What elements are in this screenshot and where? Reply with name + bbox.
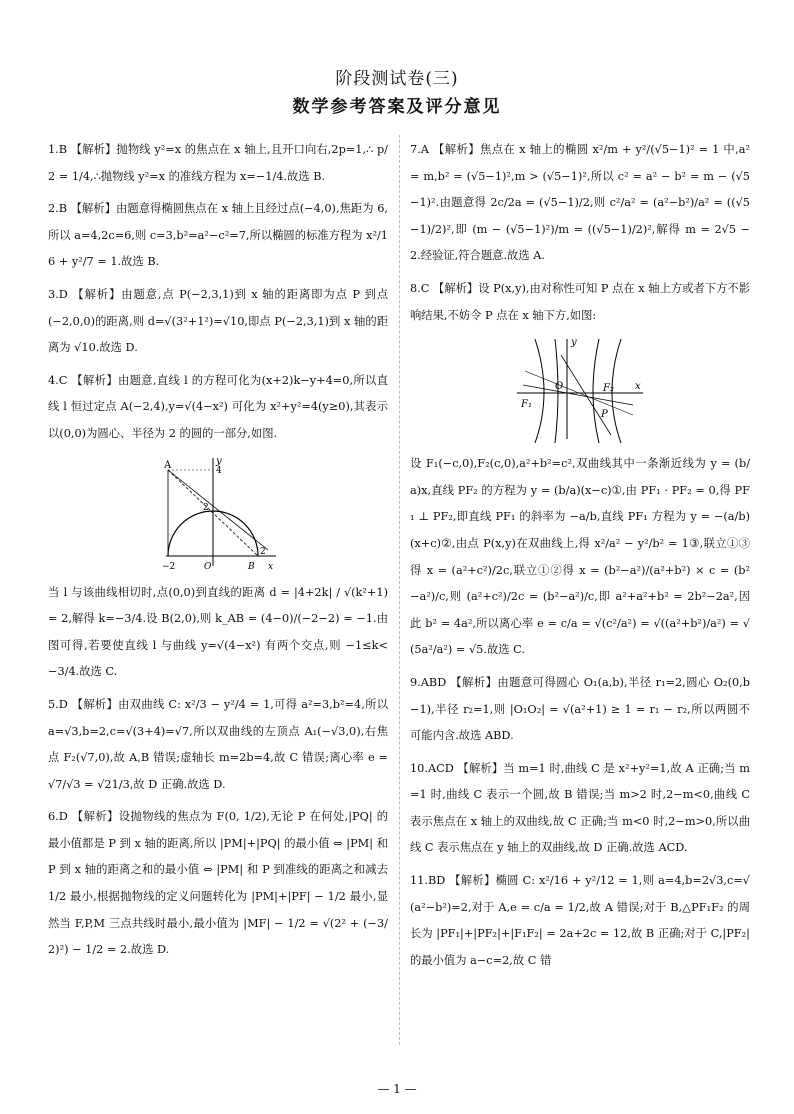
label-x: x: [635, 381, 641, 393]
right-column: [410, 137, 750, 980]
label-y: y: [571, 337, 577, 349]
answer-q2: 2.B 【解析】由题意得椭圆焦点在 x 轴上且经过点(−4,0),焦距为 6,所以 a=4,2c=6,则 c=3,b²=a²−c²=7,所以椭圆的标准方程为 x²/16 + y²/7 = 1.故选 B.: [48, 202, 388, 269]
label-2-y: 2: [203, 502, 209, 513]
answer-q4-part1: 4.C 【解析】由题意,直线 l 的方程可化为(x+2)k−y+4=0,所以直线 l 恒过定点 A(−2,4),y=√(4−x²) 可化为 x²+y²=4(y≥0),其表示以(0,0)为圆心、半径为 2 的圆的一部分,如图.: [48, 373, 388, 440]
page-subtitle: 数学参考答案及评分意见: [292, 97, 502, 117]
hyperbola-right-inner: [593, 339, 599, 443]
answer-q4-part2: 当 l 与该曲线相切时,点(0,0)到直线的距离 d = |4+2k| / √(k²+1) = 2,解得 k=−3/4.设 B(2,0),则 k_AB = (4−0)/(−2−2) = −1.由图可得,若要使直线 l 与曲线 y=√(4−x²) 有两个交点,则 −1≤k<−3/4.故选 C.: [48, 585, 388, 679]
label-x: x: [268, 561, 274, 572]
answer-q1: 1.B 【解析】抛物线 y²=x 的焦点在 x 轴上,且开口向右,2p=1,∴ p/2 = 1/4,∴抛物线 y²=x 的准线方程为 x=−1/4.故选 B.: [48, 143, 388, 183]
label-p: P: [601, 409, 608, 421]
answer-q6: 6.D 【解析】设抛物线的焦点为 F(0, 1/2),无论 P 在何处,|PQ| 的最小值都是 P 到 x 轴的距离,所以 |PM|+|PQ| 的最小值 ⇔ |PM| 和 P 到 x 轴的距离之和的最小值 ⇔ |PM| 和 P 到准线的距离之和减去 1/2 最小,根据抛物线的定义问题转化为 |PM|+|PF| − 1/2 最小,显然当 F,P,M 三点共线时最小,最小值为 |MF| − 1/2 = √(2² + (−3/2)²) − 1/2 = 2.故选 D.: [48, 810, 388, 957]
tangent-line: [168, 470, 268, 550]
answer-q5: 5.D 【解析】由双曲线 C: x²/3 − y²/4 = 1,可得 a²=3,b²=4,所以 a=√3,b=2,c=√(3+4)=√7,所以双曲线的左顶点 A₁(−√3,0),右焦点 F₂(√7,0),故 A,B 错误;虚轴长 m=2b=4,故 C 错误;离心率 e = √7/√3 = √21/3,故 D 正确.故选 D.: [48, 697, 388, 791]
left-column: [48, 137, 388, 970]
label-o: O: [204, 561, 212, 572]
semicircle-figure: [158, 454, 278, 574]
label-2-x: 2: [260, 546, 266, 557]
line-pf2: [561, 355, 611, 435]
label-f1: F₁: [521, 399, 532, 411]
answer-q8-part2: 设 F₁(−c,0),F₂(c,0),a²+b²=c²,双曲线其中一条渐近线为 y = (b/a)x,直线 PF₂ 的方程为 y = (b/a)(x−c)①,由 PF₁ · PF₂ = 0,得 PF₁ ⊥ PF₂,即直线 PF₁ 的斜率为 −a/b,直线 PF₁ 方程为 y = −(a/b)(x+c)②,由点 P(x,y)在双曲线上,得 x²/a² − y²/b² = 1③,联立①③得 x = (a²+c²)/2c,联立①②得 x = (b²−a²)/(a²+b²) × c = (b²−a²)/c,则 (a²+c²)/2c = (b²−a²)/c,即 a²+a²+b² = 2b²−2a²,因此 b² = 4a²,所以离心率 e = c/a = √(c²/a²) = √((a²+b²)/a²) = √(5a²/a²) = √5.故选 C.: [410, 457, 750, 657]
label-b: B: [248, 561, 255, 572]
answer-q11: 11.BD 【解析】椭圆 C: x²/16 + y²/12 = 1,则 a=4,b=2√3,c=√(a²−b²)=2,对于 A,e = c/a = 1/2,故 A 错误;对于 B,△PF₁F₂ 的周长为 |PF₁|+|PF₂|+|F₁F₂| = 2a+2c = 12,故 B 正确;对于 C,|PF₂| 的最小值为 a−c=2,故 C 错: [410, 874, 750, 967]
label-y: y: [216, 455, 222, 467]
answer-q9: 9.ABD 【解析】由题意可得圆心 O₁(a,b),半径 r₁=2,圆心 O₂(0,b−1),半径 r₂=1,则 |O₁O₂| = √(a²+1) ≥ 1 = r₁ − r₂,所以两圆不可能内含.故选 ABD.: [410, 675, 750, 743]
answer-q7: 7.A 【解析】焦点在 x 轴上的椭圆 x²/m + y²/(√5−1)² = 1 中,a² = m,b² = (√5−1)²,m > (√5−1)²,所以 c² = a² − b² = m − (√5−1)².由题意得 2c/2a = (√5−1)/2,则 c²/a² = (a²−b²)/a² = ((√5−1)/2)²,即 (m − (√5−1)²)/m = ((√5−1)/2)²,解得 m = 2√5 − 2.经验证,符合题意.故选 A.: [410, 143, 750, 263]
answer-q10: 10.ACD 【解析】当 m=1 时,曲线 C 是 x²+y²=1,故 A 正确;当 m=1 时,曲线 C 表示一个圆,故 B 错误;当 m>2 时,2−m<0,曲线 C 表示焦点在 x 轴上的双曲线,故 C 正确;当 m<0 时,2−m>0,所以曲线 C 表示焦点在 y 轴上的双曲线,故 D 正确.故选 ACD.: [410, 761, 750, 855]
label-neg2: −2: [162, 561, 176, 572]
page-number: — 1 —: [377, 1082, 417, 1096]
column-divider: [399, 135, 400, 1045]
line-pf1: [523, 385, 633, 405]
page-title: 阶段测试卷(三): [335, 69, 459, 89]
hyperbola-figure: [515, 335, 645, 445]
label-o: O: [555, 381, 564, 393]
answer-q8-part1: 8.C 【解析】设 P(x,y),由对称性可知 P 点在 x 轴上方或者下方不影响结果,不妨令 P 点在 x 轴下方,如图:: [410, 281, 750, 322]
label-f2: F₂: [603, 383, 614, 395]
answer-q3: 3.D 【解析】由题意,点 P(−2,3,1)到 x 轴的距离即为点 P 到点(−2,0,0)的距离,则 d=√(3²+1²)=√10,即点 P(−2,3,1)到 x 轴的距离为 √10.故选 D.: [48, 287, 388, 355]
hyperbola-left-outer: [535, 339, 544, 443]
label-4: 4: [216, 465, 222, 476]
label-a: A: [164, 459, 172, 471]
